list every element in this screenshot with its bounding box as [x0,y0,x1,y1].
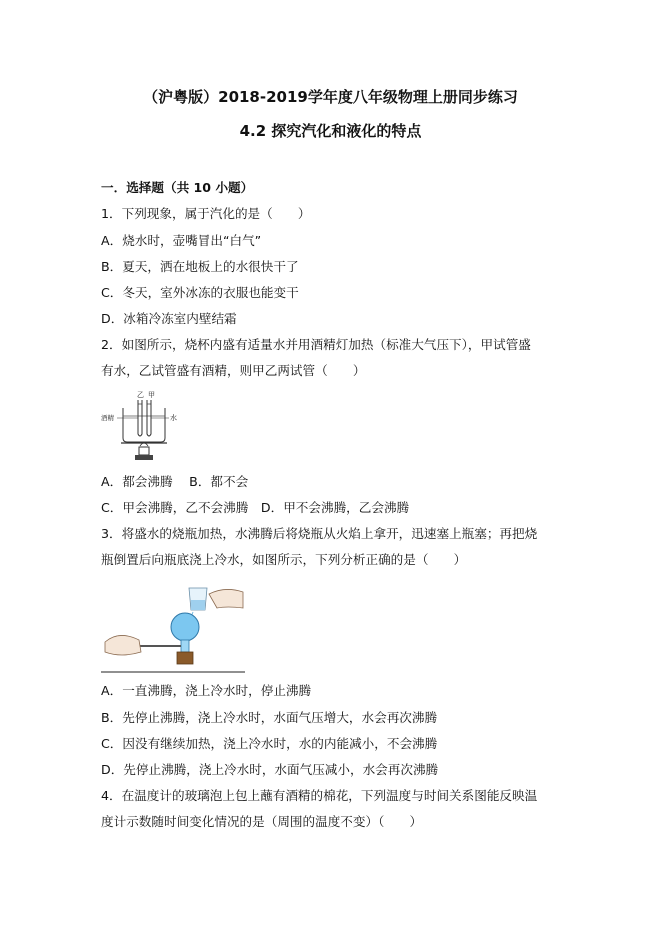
question-3-option-a: A．一直沸腾，浇上冷水时，停止沸腾 [101,683,312,698]
question-2-options-line1: A．都会沸腾 B．都不会 [101,474,249,489]
question-3-option-d: D．先停止沸腾，浇上冷水时，水面气压减小，水会再次沸腾 [101,762,439,777]
question-3-figure-flask [99,582,249,674]
question-3-stem-line1: 3．将盛水的烧瓶加热，水沸腾后将烧瓶从火焰上拿开，迅速塞上瓶塞；再把烧 [101,526,538,541]
question-4-stem-line2: 度计示数随时间变化情况的是（周围的温度不变）（ ） [101,814,423,829]
page-title: （沪粤版）2018-2019学年度八年级物理上册同步练习 [143,88,518,106]
question-1-option-c: C．冬天，室外冰冻的衣服也能变干 [101,285,299,300]
section-heading: 一．选择题（共 10 小题） [101,180,254,195]
label-alcohol: 酒精 [101,414,114,422]
page-subtitle: 4.2 探究汽化和液化的特点 [239,122,422,140]
question-1-option-a: A．烧水时，壶嘴冒出“白气” [101,233,262,248]
question-2-stem-line1: 2．如图所示，烧杯内盛有适量水并用酒精灯加热（标准大气压下），甲试管盛 [101,337,531,352]
question-3-option-c: C．因没有继续加热，浇上冷水时，水的内能减小，不会沸腾 [101,736,438,751]
question-3-stem-line2: 瓶倒置后向瓶底浇上冷水，如图所示，下列分析正确的是（ ） [101,552,467,567]
question-1-stem: 1．下列现象，属于汽化的是（ ） [101,206,311,221]
label-water: 水 [170,414,177,422]
question-3-option-b: B．先停止沸腾，浇上冷水时，水面气压增大，水会再次沸腾 [101,710,438,725]
question-2-options-line2: C．甲会沸腾，乙不会沸腾 D．甲不会沸腾，乙会沸腾 [101,500,410,515]
question-2-figure-beaker [99,388,194,463]
label-jia: 甲 [148,391,155,399]
question-1-option-d: D．冰箱冷冻室内壁结霜 [101,311,237,326]
question-1-option-b: B．夏天，洒在地板上的水很快干了 [101,259,299,274]
label-yi: 乙 [137,391,144,399]
question-2-stem-line2: 有水，乙试管盛有酒精，则甲乙两试管（ ） [101,363,366,378]
question-4-stem-line1: 4．在温度计的玻璃泡上包上蘸有酒精的棉花，下列温度与时间关系图能反映温 [101,788,538,803]
